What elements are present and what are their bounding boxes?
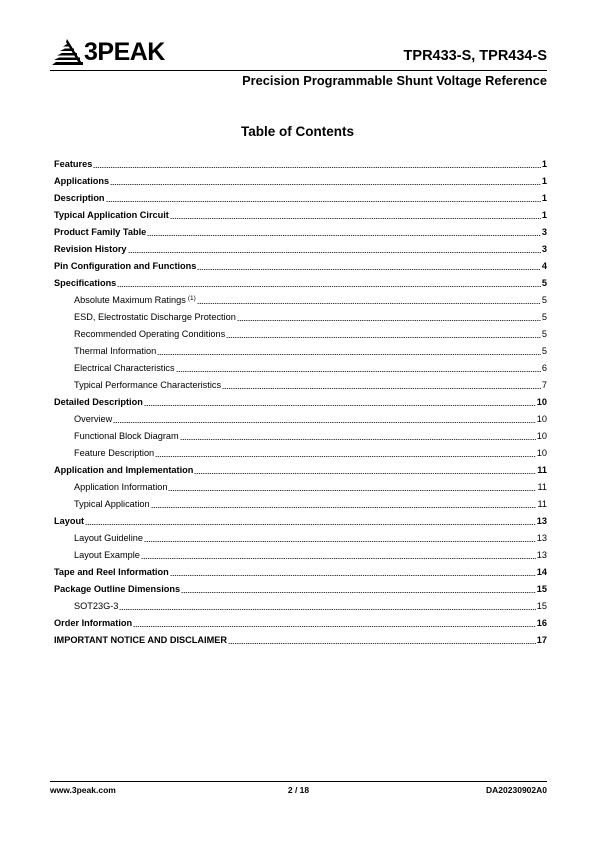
logo-text: 3PEAK: [84, 38, 165, 66]
page-header: [50, 36, 547, 70]
toc-entry-text: Detailed Description: [54, 396, 143, 407]
toc-entry-page: 6: [541, 362, 547, 373]
toc-entry[interactable]: [54, 628, 547, 645]
toc-dot-leader: [144, 541, 536, 542]
toc-entry-label: [54, 177, 109, 186]
toc-entry-label: [54, 279, 116, 288]
document-title: TPR433-S, TPR434-S: [403, 48, 547, 64]
document-subtitle: Precision Programmable Shunt Voltage Reference: [242, 73, 547, 88]
toc-entry[interactable]: [54, 339, 547, 356]
toc-entry-page: 1: [541, 192, 547, 203]
toc-entry-label: [54, 636, 227, 645]
toc-entry-page: 7: [541, 379, 547, 390]
toc-entry[interactable]: [54, 288, 547, 305]
toc-entry-page: 10: [536, 413, 547, 424]
toc-dot-leader: [133, 626, 536, 627]
toc-entry-footnote-ref: (1): [187, 294, 196, 302]
toc-entry-label: [74, 330, 225, 339]
toc-entry-page: 13: [536, 549, 547, 560]
toc-dot-leader: [197, 269, 540, 270]
toc-entry-label: [74, 551, 140, 560]
toc-entry[interactable]: [54, 475, 547, 492]
toc-entry-page: 13: [536, 532, 547, 543]
toc-entry-text: Specifications: [54, 277, 117, 288]
toc-entry-page: 17: [536, 634, 547, 645]
toc-dot-leader: [176, 371, 541, 372]
toc-entry-label: [74, 296, 196, 305]
toc-entry-label: [74, 381, 221, 390]
toc-entry-label: [54, 619, 132, 628]
toc-entry[interactable]: [54, 254, 547, 271]
toc-entry[interactable]: [54, 322, 547, 339]
toc-dot-leader: [106, 201, 541, 202]
table-of-contents: [54, 152, 547, 645]
toc-dot-leader: [110, 184, 541, 185]
toc-dot-leader: [197, 303, 541, 304]
toc-entry-page: 16: [536, 617, 547, 628]
toc-entry-text: Feature Description: [74, 447, 155, 458]
toc-entry-label: [54, 194, 105, 203]
toc-entry-label: [74, 415, 112, 424]
toc-entry-text: Description: [54, 192, 105, 203]
peak-logo-icon: [50, 38, 84, 66]
toc-entry-page: 1: [541, 209, 547, 220]
toc-entry-page: 11: [537, 481, 547, 492]
toc-entry-label: [74, 432, 179, 441]
toc-entry[interactable]: [54, 594, 547, 611]
toc-entry-page: 4: [541, 260, 547, 271]
footer-page-indicator: 2 / 18: [287, 785, 310, 795]
toc-entry-label: [54, 568, 169, 577]
toc-entry-text: Layout: [54, 515, 85, 526]
toc-dot-leader: [168, 490, 536, 491]
toc-entry[interactable]: [54, 543, 547, 560]
page-footer: [50, 786, 547, 798]
toc-entry-text: Thermal Information: [74, 345, 157, 356]
toc-entry-page: 11: [537, 498, 547, 509]
toc-dot-leader: [117, 286, 541, 287]
toc-entry-text: Package Outline Dimensions: [54, 583, 181, 594]
toc-entry[interactable]: [54, 577, 547, 594]
toc-dot-leader: [181, 592, 536, 593]
toc-entry-text: Applications: [54, 175, 110, 186]
toc-entry-label: [54, 228, 146, 237]
toc-dot-leader: [222, 388, 541, 389]
toc-entry-text: Application Information: [74, 481, 168, 492]
toc-entry-label: [74, 483, 167, 492]
toc-entry-page: 13: [536, 515, 547, 526]
toc-entry-label: [54, 211, 169, 220]
toc-entry[interactable]: [54, 509, 547, 526]
toc-entry-page: 3: [541, 243, 547, 254]
toc-entry-page: 5: [541, 277, 547, 288]
toc-entry-text: Typical Performance Characteristics: [74, 379, 222, 390]
toc-entry-page: 5: [541, 328, 547, 339]
toc-entry[interactable]: [54, 373, 547, 390]
toc-entry-label: [54, 245, 127, 254]
toc-entry[interactable]: [54, 271, 547, 288]
toc-dot-leader: [113, 422, 535, 423]
company-logo: [50, 36, 190, 68]
toc-entry-text: Typical Application Circuit: [54, 209, 169, 220]
toc-entry[interactable]: [54, 220, 547, 237]
toc-dot-leader: [144, 405, 536, 406]
toc-entry-page: 15: [536, 583, 547, 594]
toc-entry-page: 11: [537, 464, 547, 475]
toc-entry-text: Order Information: [54, 617, 133, 628]
toc-dot-leader: [155, 456, 536, 457]
toc-entry[interactable]: [54, 458, 547, 475]
toc-entry-text: Absolute Maximum Ratings: [74, 294, 186, 305]
toc-entry-text: Overview: [74, 413, 113, 424]
toc-entry-label: [54, 466, 193, 475]
toc-entry-text: ESD, Electrostatic Discharge Protection: [74, 311, 236, 322]
toc-entry-text: Electrical Characteristics: [74, 362, 175, 373]
toc-entry-label: [54, 585, 180, 594]
toc-entry-page: 5: [541, 294, 547, 305]
toc-dot-leader: [194, 473, 536, 474]
toc-entry-label: [54, 262, 196, 271]
toc-entry-page: 14: [536, 566, 547, 577]
toc-entry-label: [74, 602, 118, 611]
toc-entry-page: 3: [541, 226, 547, 237]
toc-entry-text: Product Family Table: [54, 226, 147, 237]
toc-dot-leader: [180, 439, 536, 440]
footer-doc-code: DA20230902A0: [486, 785, 547, 795]
toc-heading: Table of Contents: [241, 124, 354, 139]
toc-entry-label: [74, 313, 236, 322]
toc-entry-text: Features: [54, 158, 93, 169]
toc-dot-leader: [151, 507, 537, 508]
toc-entry-label: [74, 500, 150, 509]
toc-entry[interactable]: [54, 152, 547, 169]
toc-entry-text: Layout Guideline: [74, 532, 143, 543]
toc-entry[interactable]: [54, 169, 547, 186]
toc-entry-label: [54, 517, 84, 526]
toc-dot-leader: [93, 167, 541, 168]
toc-dot-leader: [119, 609, 535, 610]
toc-entry-label: [74, 364, 175, 373]
toc-entry[interactable]: [54, 611, 547, 628]
toc-dot-leader: [170, 575, 536, 576]
toc-entry[interactable]: [54, 203, 547, 220]
toc-entry-text: Tape and Reel Information: [54, 566, 169, 577]
toc-dot-leader: [237, 320, 541, 321]
toc-entry[interactable]: [54, 560, 547, 577]
toc-entry-text: Recommended Operating Conditions: [74, 328, 226, 339]
toc-entry[interactable]: [54, 441, 547, 458]
toc-dot-leader: [170, 218, 541, 219]
toc-entry[interactable]: [54, 305, 547, 322]
toc-entry[interactable]: [54, 407, 547, 424]
footer-divider: [50, 781, 547, 782]
toc-entry-page: 15: [536, 600, 547, 611]
toc-entry-text: Layout Example: [74, 549, 140, 560]
header-divider: [50, 70, 547, 71]
toc-entry-page: 1: [541, 158, 547, 169]
toc-entry-page: 5: [541, 345, 547, 356]
toc-entry-page: 1: [541, 175, 547, 186]
toc-dot-leader: [128, 252, 541, 253]
toc-entry-page: 10: [536, 430, 547, 441]
toc-entry-label: [74, 534, 143, 543]
toc-dot-leader: [147, 235, 541, 236]
toc-entry-label: [74, 347, 156, 356]
toc-entry-text: Pin Configuration and Functions: [54, 260, 197, 271]
toc-entry[interactable]: [54, 356, 547, 373]
toc-entry[interactable]: [54, 424, 547, 441]
toc-entry[interactable]: [54, 237, 547, 254]
toc-entry-label: [54, 160, 92, 169]
toc-entry-text: Functional Block Diagram: [74, 430, 179, 441]
toc-dot-leader: [157, 354, 541, 355]
toc-entry-page: 10: [536, 447, 547, 458]
toc-dot-leader: [85, 524, 536, 525]
toc-entry[interactable]: [54, 186, 547, 203]
toc-entry[interactable]: [54, 526, 547, 543]
toc-entry-text: IMPORTANT NOTICE AND DISCLAIMER: [54, 634, 228, 645]
toc-entry-text: Revision History: [54, 243, 127, 254]
toc-dot-leader: [226, 337, 541, 338]
toc-dot-leader: [141, 558, 536, 559]
toc-dot-leader: [228, 643, 536, 644]
toc-entry-page: 10: [536, 396, 547, 407]
toc-entry[interactable]: [54, 390, 547, 407]
toc-entry-text: Application and Implementation: [54, 464, 194, 475]
footer-website[interactable]: www.3peak.com: [50, 785, 116, 795]
toc-entry-text: Typical Application: [74, 498, 150, 509]
toc-entry[interactable]: [54, 492, 547, 509]
toc-entry-text: SOT23G-3: [74, 600, 119, 611]
toc-entry-page: 5: [541, 311, 547, 322]
toc-entry-label: [54, 398, 143, 407]
toc-entry-label: [74, 449, 154, 458]
